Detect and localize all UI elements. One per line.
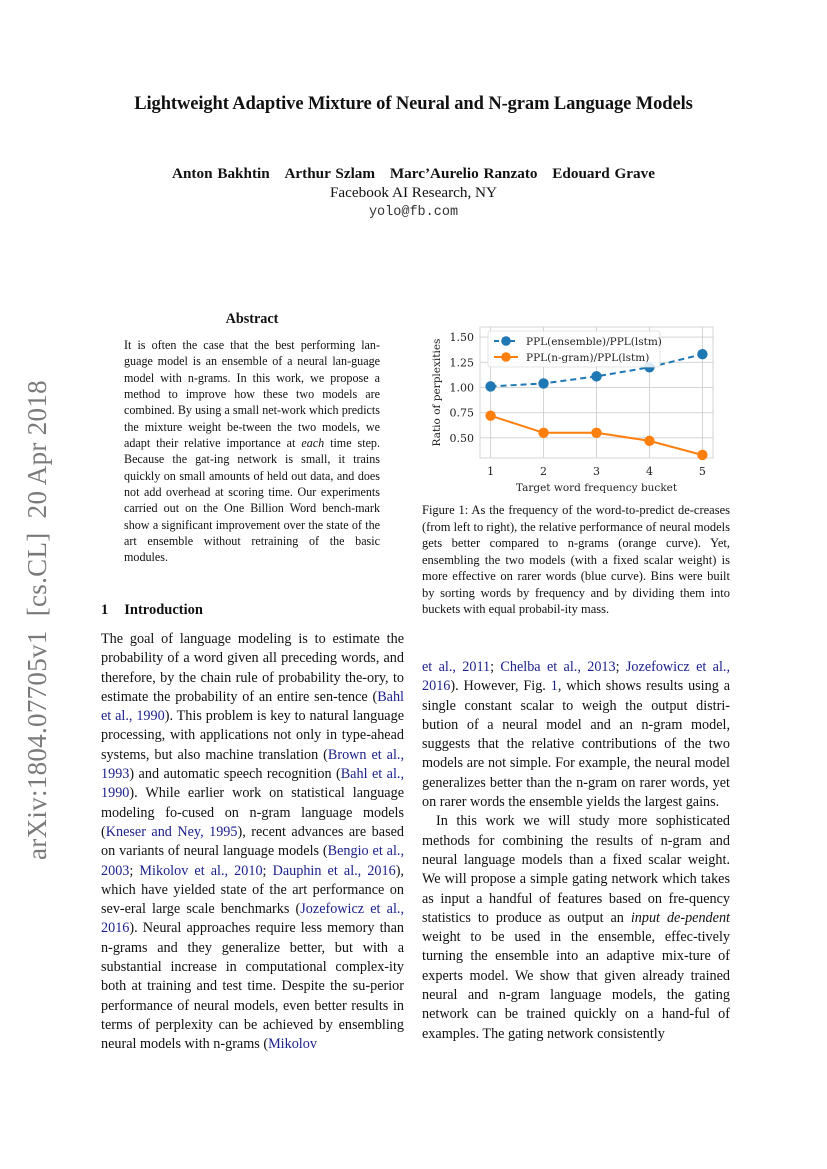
citation-link[interactable]: Bahl et al., 1990 [101,766,404,802]
intro-right-column [422,658,730,1044]
citation-link[interactable]: Jozefowicz et al., 2016 [101,901,404,937]
data-point-ngram [538,428,548,438]
citation-link[interactable]: Kneser and Ney, 1995 [105,823,238,840]
x-tick-label: 2 [540,465,548,478]
y-tick-label: 1.00 [449,381,474,395]
citation-link[interactable]: Jozefowicz et al., 2016 [422,659,730,695]
citation-link[interactable]: Bahl et al., 1990 [101,688,404,725]
body-text: ; [490,659,501,675]
abstract-text: time step. Because the gat-ing network is small, it trains quickly on small amounts of held out data, and does not add overhead at scoring time. Our experiments carried out on the One Billion Word bench-mark show a significant improvement over the state of the art ensemble without retraining of the basic modules. [124,436,381,565]
email[interactable]: yolo@fb.com [368,205,459,220]
intro-left-column [101,630,404,1055]
author: Anton Bakhtin [172,165,270,182]
figure-caption: Figure 1: As the frequency of the word-to-predict de-creases (from left to right), the relative performance of neural models gets better compared to n-grams (orange curve). Yet, ensembling the two models (with a fixed scalar weight) is more effective on rarer words (blue curve). Bins were built by sorting words by frequency and by dividing them into buckets with equal probabil-ity mass. [422,503,730,616]
body-text: ). Neural approaches require less memory than n-grams and they generalize better, but with a substantial increase in computational complex-ity both at training and test time. Despite the su-perior performance of neural models, even better results in terms of perplexity can be achieved by ensembling neural models with n-grams ( [101,920,404,1053]
data-point-ngram [485,410,495,420]
body-text: ; [262,862,273,879]
affiliation: Facebook AI Research, NY [329,184,497,201]
body-text: ). However, Fig. [450,678,551,695]
citation-link[interactable]: et al., 2011 [422,659,491,675]
body-text: The goal of language modeling is to estimate the probability of a word given all preceding words, and therefore, by the chain rule of probability the-ory, to estimate the probability of an entire sen-tence ( [101,631,404,705]
y-tick-label: 0.75 [449,406,474,420]
y-tick-label: 1.25 [449,356,474,370]
abstract-text: It is often the case that the best performing lan-guage model is an ensemble of a neural lan-guage model with n-grams. In this work, we propose a method to improve how these two models are combined. By using a small net-work which predicts the mixture weight be-tween the two models, we adapt their relative importance at [124,338,380,451]
legend-marker [501,352,511,362]
author: Arthur Szlam [284,165,376,182]
data-point-ngram [644,436,654,446]
body-text: weight to be used in the ensemble, effec-tively turning the ensemble into an adaptive mix-ture of experts model. We show that given already trained neural and n-gram language models, the gating network can be trained quickly on a hand-ful of examples. The gating network consistently [422,929,730,1042]
author: Edouard Grave [552,165,655,182]
paper-title: Lightweight Adaptive Mixture of Neural and N-gram Language Models [134,94,693,114]
legend-marker [501,336,511,346]
legend-label: PPL(ensemble)/PPL(lstm) [526,336,662,348]
body-text: In this work we will study more sophisticated methods for combining the results of n-gram and neural language models than a fixed scalar weight. We will propose a simple gating network which takes as input a handful of features based on fre-quency statistics to produce as output an [422,813,730,926]
citation-link[interactable]: Brown et al., 1993 [101,746,404,783]
data-point-ngram [697,450,707,460]
body-text: ). This problem is key to natural language processing, with applications not only in type-ahead systems, but also machine translation ( [101,708,404,763]
abstract-emphasis: each [301,436,325,451]
x-tick-label: 5 [698,465,706,478]
citation-link[interactable]: Mikolov [268,1036,317,1053]
citation-link[interactable]: Bengio et al., 2003 [101,843,404,879]
data-point-ensemble [485,381,495,391]
section-title: Introduction [124,602,203,618]
x-tick-label: 4 [645,465,653,478]
body-text: ), which have yielded state of the art performance on sev-eral large scale benchmarks ( [101,862,404,918]
legend-label: PPL(n-gram)/PPL(lstm) [526,352,650,364]
data-point-ensemble [591,371,601,381]
body-text: , which shows results using a single constant scalar to weigh the output distri-bution of a neural model and an n-gram model, suggests that the relative contributions of the two models are not simple. For example, the neural model generalizes better than the n-gram on rarer words, yet on rarer words the ensemble yields the largest gains. [422,678,730,811]
body-text: ) and automatic speech recognition ( [129,766,341,783]
author-list [0,165,827,183]
line-chart [415,318,735,498]
section-number: 1 [101,602,109,618]
data-point-ngram [591,428,601,438]
y-tick-label: 0.50 [449,431,474,445]
citation-link[interactable]: Chelba et al., 2013 [500,659,616,675]
citation-link[interactable]: Mikolov et al., 2010 [139,862,263,879]
body-text: ). While earlier work on statistical language modeling fo-cused on n-gram language models ( [101,785,404,840]
body-text: ; [615,659,626,675]
y-axis-label: Ratio of perplexities [431,338,443,447]
arxiv-stamp: arXiv:1804.07705v1 [cs.CL] 20 Apr 2018 [22,380,52,860]
emphasis-text: input de-pendent [630,909,730,926]
x-axis-label: Target word frequency bucket [515,482,678,494]
y-tick-label: 1.50 [449,331,474,345]
data-point-ensemble [697,349,707,359]
x-tick-label: 3 [593,465,600,478]
abstract-heading: Abstract [225,311,279,327]
author: Marc’Aurelio Ranzato [389,165,538,182]
data-point-ensemble [538,378,548,388]
abstract-body [124,337,380,566]
x-tick-label: 1 [487,465,495,478]
figure-1-chart [415,318,735,498]
body-text: ), recent advances are based on variants of neural language models ( [101,823,404,860]
citation-link[interactable]: Dauphin et al., 2016 [272,862,396,879]
figure-ref-link[interactable]: 1 [550,678,558,695]
section-heading [101,602,203,619]
body-text: ; [129,862,140,879]
